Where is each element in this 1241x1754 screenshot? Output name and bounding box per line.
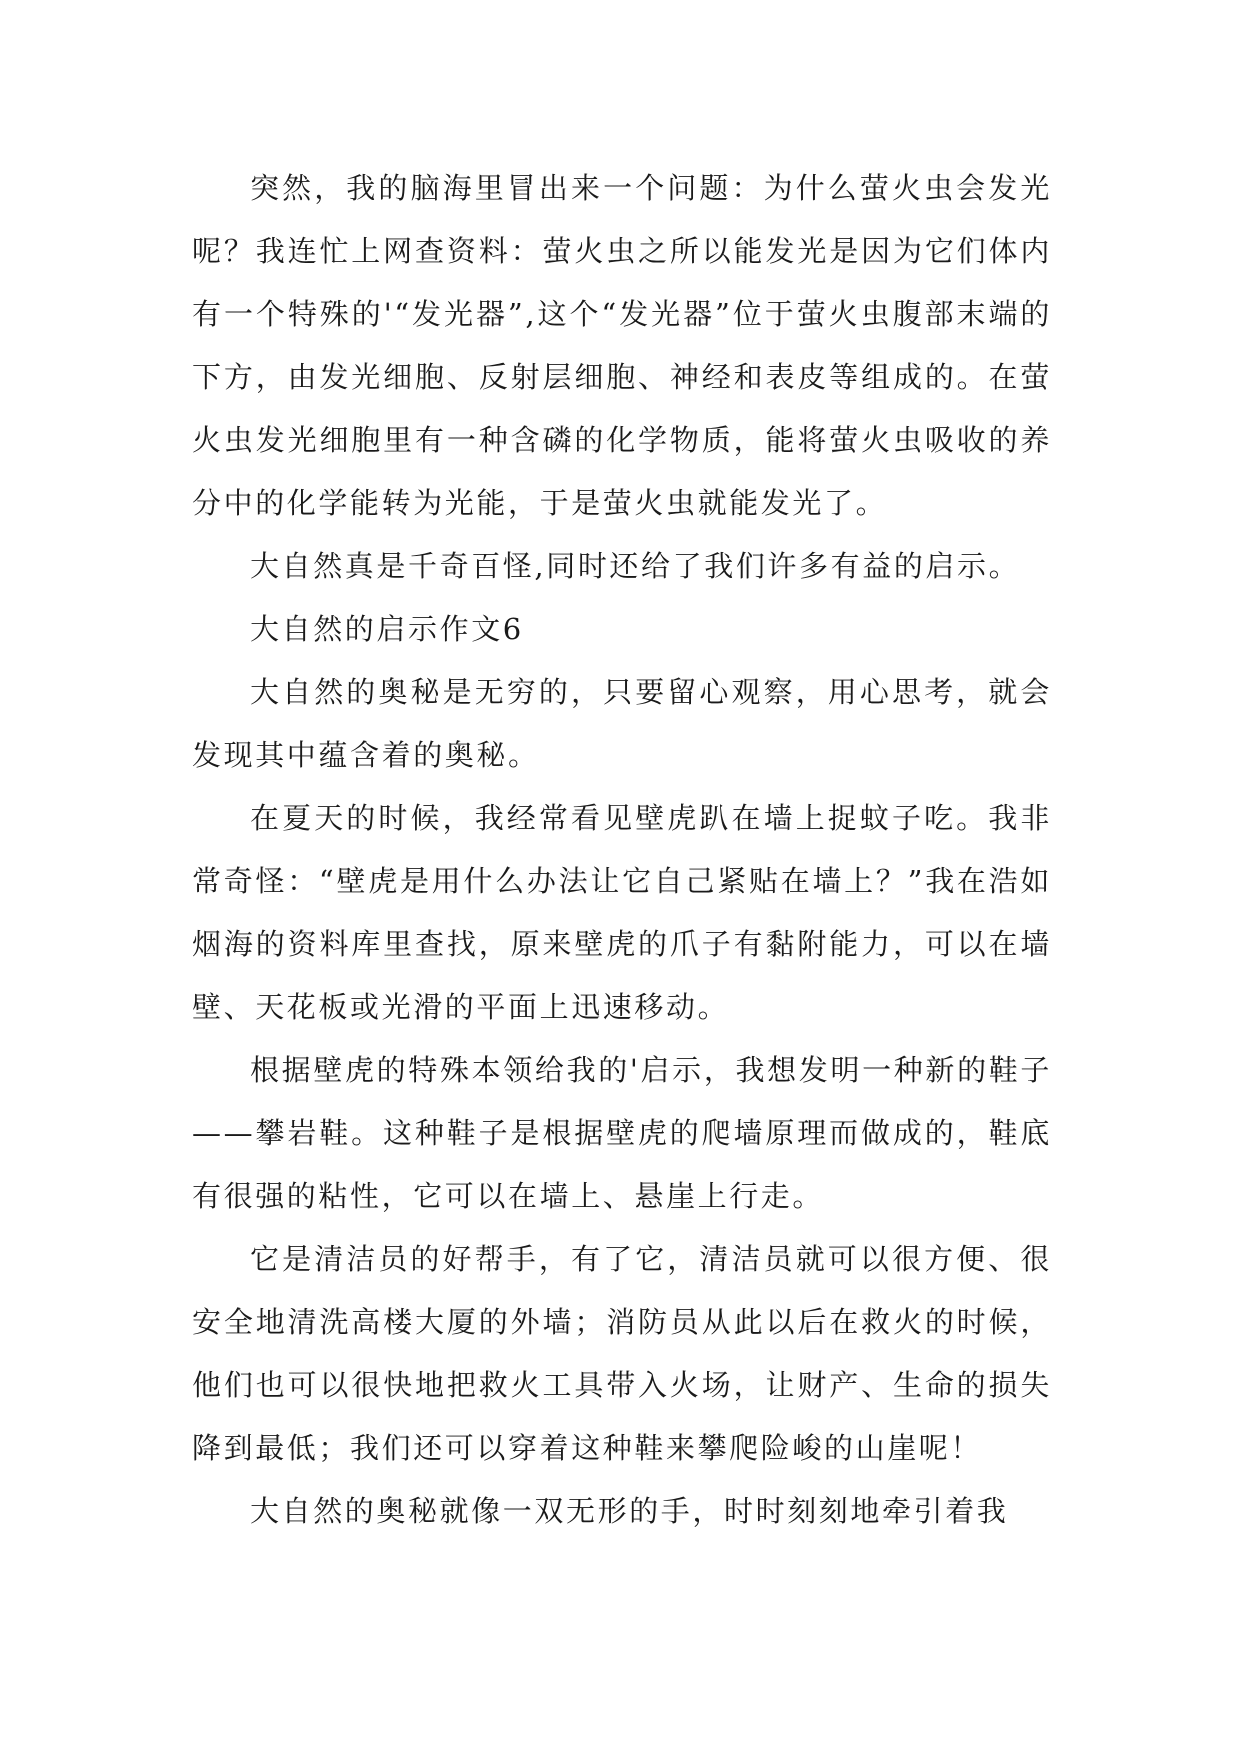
paragraph-closing: 大自然的奥秘就像一双无形的手，时时刻刻地牵引着我 (250, 1494, 1009, 1528)
paragraph-climbing-shoe: 根据壁虎的特殊本领给我的'启示，我想发明一种新的鞋子——攀岩鞋。这种鞋子是根据壁虎的爬墙原理而做成的，鞋底有很强的粘性，它可以在墙上、悬崖上行走。 (192, 1053, 1052, 1213)
paragraph-nature-wonder: 大自然真是千奇百怪,同时还给了我们许多有益的启示。 (250, 549, 1021, 583)
essay-heading-6: 大自然的启示作文6 (250, 612, 524, 646)
paragraph-gecko-observation: 在夏天的时候，我经常看见壁虎趴在墙上捉蚊子吃。我非常奇怪：“壁虎是用什么办法让它自己紧贴在墙上？”我在浩如烟海的资料库里查找，原来壁虎的爪子有黏附能力，可以在墙壁、天花板或光滑的平面上迅速移动。 (192, 801, 1052, 1024)
paragraph-firefly-question: 突然，我的脑海里冒出来一个问题：为什么萤火虫会发光呢？我连忙上网查资料：萤火虫之所以能发光是因为它们体内有一个特殊的'“发光器”,这个“发光器”位于萤火虫腹部末端的下方，由发光细胞、反射层细胞、神经和表皮等组成的。在萤火虫发光细胞里有一种含磷的化学物质，能将萤火虫吸收的养分中的化学能转为光能，于是萤火虫就能发光了。 (192, 171, 1052, 520)
document-body (192, 157, 1052, 1543)
paragraph-shoe-uses: 它是清洁员的好帮手，有了它，清洁员就可以很方便、很安全地清洗高楼大厦的外墙；消防员从此以后在救火的时候，他们也可以很快地把救火工具带入火场，让财产、生命的损失降到最低；我们还可以穿着这种鞋来攀爬险峻的山崖呢！ (192, 1242, 1052, 1465)
paragraph-nature-mystery: 大自然的奥秘是无穷的，只要留心观察，用心思考，就会发现其中蕴含着的奥秘。 (192, 675, 1052, 772)
